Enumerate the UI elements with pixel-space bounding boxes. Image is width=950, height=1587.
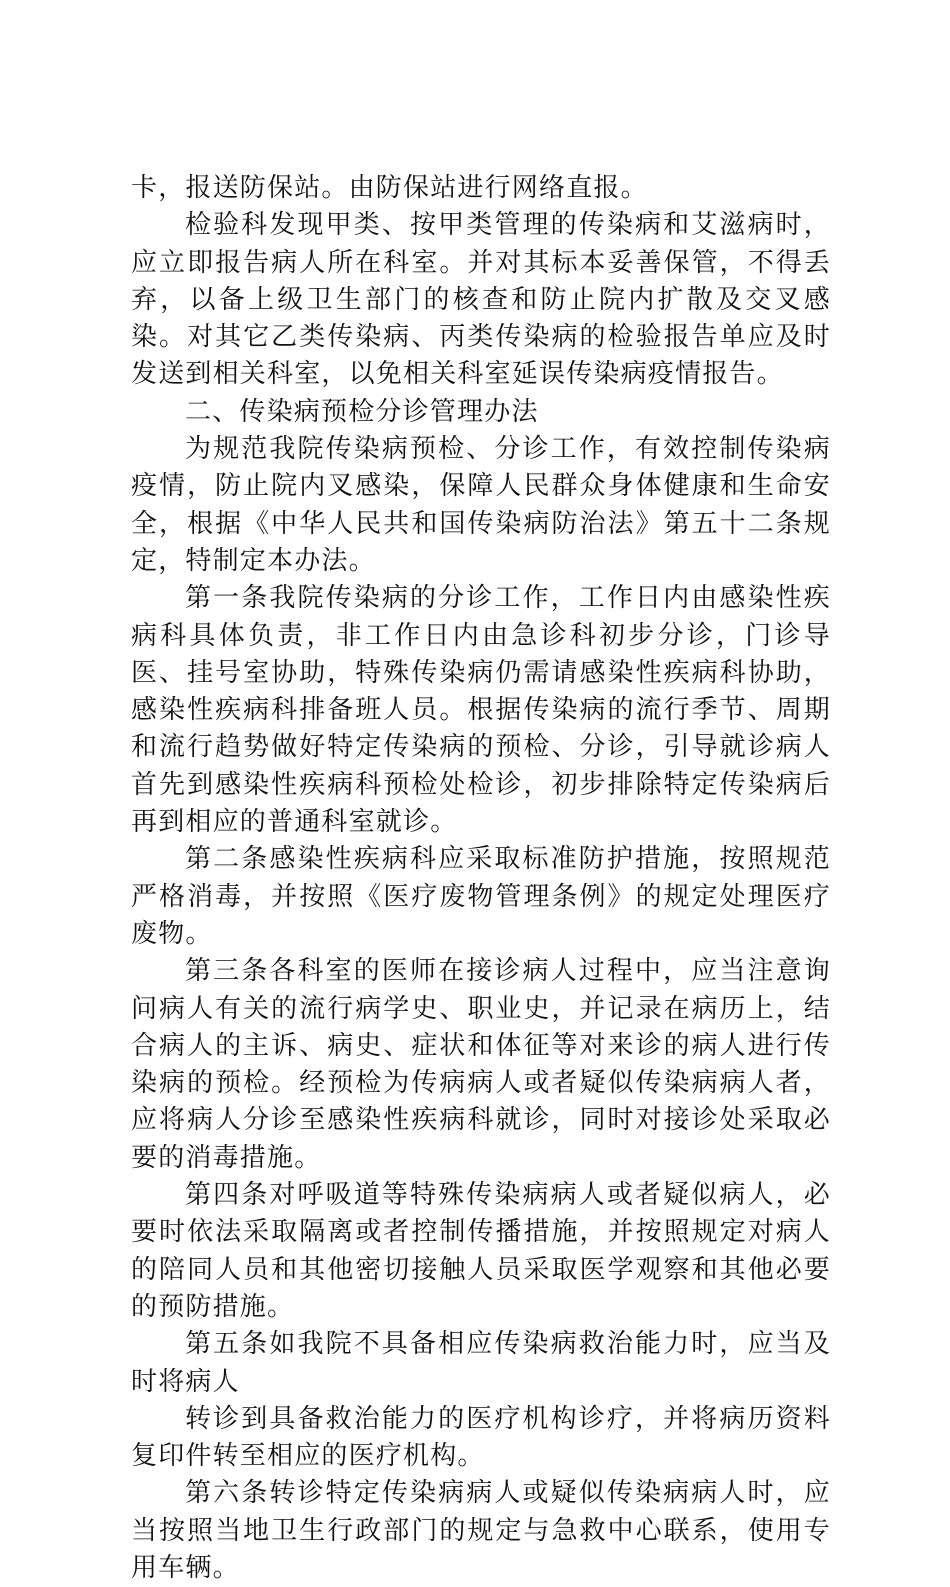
paragraph-article-3: 第三条各科室的医师在接诊病人过程中，应当注意询问病人有关的流行病学史、职业史，并记录在病历上，结合病人的主诉、病史、症状和体征等对来诊的病人进行传染病的预检。经预检为传病病人或者疑似传染病病人者，应将病人分诊至感染性疾病科就诊，同时对接诊处采取必要的消毒措施。 <box>131 956 831 1173</box>
document-page <box>131 170 831 1587</box>
paragraph-article-1: 第一条我院传染病的分诊工作，工作日内由感染性疾病科具体负责，非工作日内由急诊科初步分诊，门诊导医、挂号室协助，特殊传染病仍需请感染性疾病科协助，感染性疾病科排备班人员。根据传染病的流行季节、周期和流行趋势做好特定传染病的预检、分诊，引导就诊病人首先到感染性疾病科预检处检诊，初步排除特定传染病后再到相应的普通科室就诊。 <box>131 583 831 838</box>
paragraph-article-4: 第四条对呼吸道等特殊传染病病人或者疑似病人，必要时依法采取隔离或者控制传播措施，并按照规定对病人的陪同人员和其他密切接触人员采取医学观察和其他必要的预防措施。 <box>131 1180 831 1322</box>
paragraph-article-5-continued: 转诊到具备救治能力的医疗机构诊疗，并将病历资料复印件转至相应的医疗机构。 <box>131 1403 831 1472</box>
paragraph-article-2: 第二条感染性疾病科应采取标准防护措施，按照规范严格消毒，并按照《医疗废物管理条例》的规定处理医疗废物。 <box>131 844 831 949</box>
paragraph-article-5: 第五条如我院不具备相应传染病救治能力时，应当及时将病人 <box>131 1329 831 1397</box>
paragraph-continuation: 卡，报送防保站。由防保站进行网络直报。 <box>131 173 648 203</box>
paragraph-article-6: 第六条转诊特定传染病病人或疑似传染病病人时，应当按照当地卫生行政部门的规定与急救中心联系，使用专用车辆。 <box>131 1478 831 1583</box>
paragraph-lab-report: 检验科发现甲类、按甲类管理的传染病和艾滋病时，应立即报告病人所在科室。并对其标本妥善保管，不得丢弃，以备上级卫生部门的核查和防止院内扩散及交叉感染。对其它乙类传染病、丙类传染病的检验报告单应及时发送到相关科室，以免相关科室延误传染病疫情报告。 <box>131 210 831 390</box>
section-heading: 二、传染病预检分诊管理办法 <box>185 396 539 427</box>
paragraph-purpose: 为规范我院传染病预检、分诊工作，有效控制传染病疫情，防止院内叉感染，保障人民群众身体健康和生命安全，根据《中华人民共和国传染病防治法》第五十二条规定，特制定本办法。 <box>131 434 831 576</box>
